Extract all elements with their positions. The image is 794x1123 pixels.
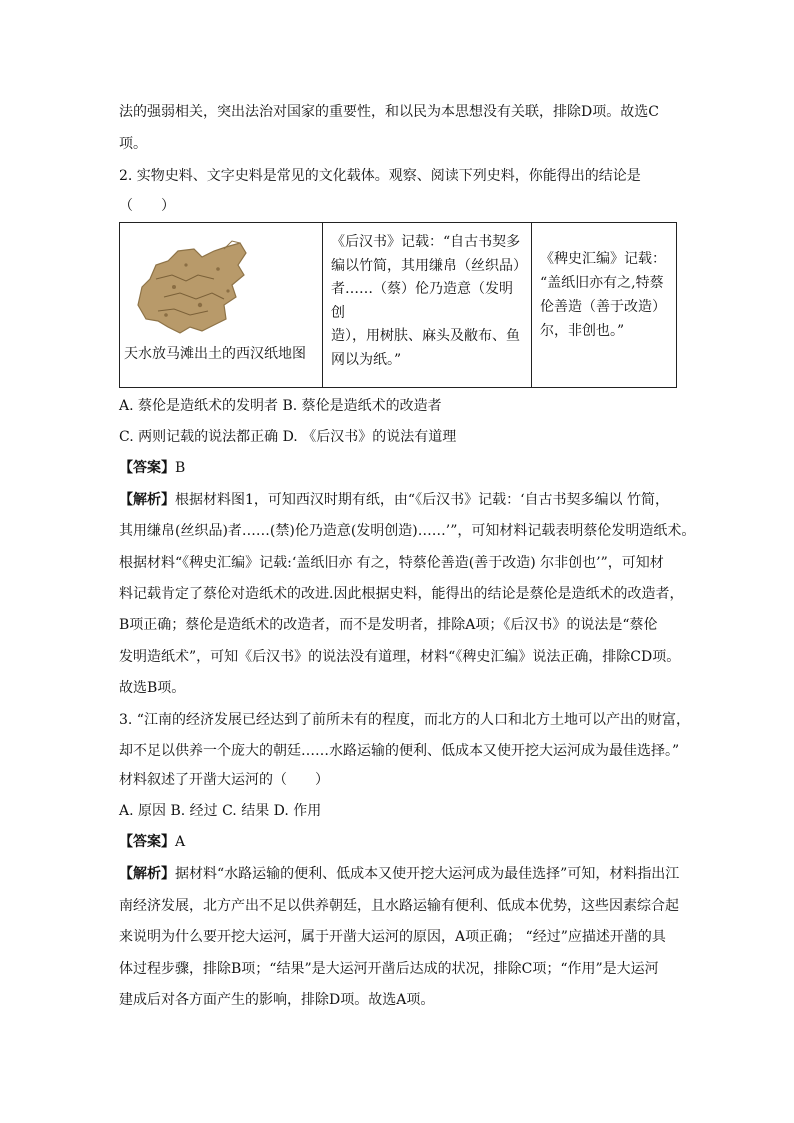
text-line: 来说明为什么要开挖大运河，属于开凿大运河的原因，A项正确； “经过”应描述开凿的具 — [119, 929, 666, 945]
cell-line: 《后汉书》记载：“自古书契多 — [331, 234, 521, 250]
text-line: 根据材料“《稗史汇编》记载:‘盖纸旧亦 有之，特蔡伦善造(善于改造) 尔非创也’”，可知材 — [119, 555, 664, 571]
map-cell — [120, 223, 323, 388]
baishi-cell — [532, 223, 677, 388]
cell-line: 伦善造（善于改造） — [540, 299, 666, 315]
answer-value: B — [175, 460, 186, 476]
question-3-answer — [119, 832, 185, 852]
question-2-answer — [119, 458, 185, 478]
text-line: 建成后对各方面产生的影响，排除D项。故选A项。 — [119, 992, 435, 1008]
question-3-options: A. 原因 B. 经过 C. 结果 D. 作用 — [119, 803, 322, 819]
text-line: B项正确；蔡伦是造纸术的改造者，而不是发明者，排除A项；《后汉书》的说法是“蔡伦 — [119, 617, 658, 633]
explanation-text: 根据材料图1，可知西汉时期有纸，由“《后汉书》记载：‘自古书契多编以 竹简， — [175, 492, 669, 508]
text-line: 体过程步骤，排除B项；“结果”是大运河开凿后达成的状况，排除C项；“作用”是大运河 — [119, 961, 659, 977]
paper-map-image — [128, 235, 256, 339]
text-line: 却不足以供养一个庞大的朝廷……水路运输的便利、低成本又使开挖大运河成为最佳选择。” — [119, 743, 680, 759]
explanation-text: 据材料“水路运输的便利、低成本又使开挖大运河成为最佳选择”可知，材料指出江 — [175, 866, 680, 882]
explanation-tag: 【解析】 — [119, 492, 175, 508]
cell-line: 者……（蔡）伦乃造意（发明创 — [331, 281, 513, 321]
cell-line: 造），用树肤、麻头及敝布、鱼 — [331, 328, 520, 344]
text-line: 发明造纸术”，可知《后汉书》的说法没有道理，材料“《稗史汇编》说法正确，排除CD项。 — [119, 649, 681, 665]
text-line: 料记载肯定了蔡伦对造纸术的改进.因此根据史料，能得出的结论是蔡伦是造纸术的改造者， — [119, 586, 684, 602]
cell-line: 《稗史汇编》记载： — [540, 251, 666, 267]
houhanshu-cell — [323, 223, 532, 388]
cell-line: 编以竹简，其用缣帛（丝织品） — [331, 257, 527, 274]
question-2-paren: （ ） — [119, 198, 175, 214]
question-2-options-1: A. 蔡伦是造纸术的发明者 B. 蔡伦是造纸术的改造者 — [119, 398, 442, 414]
question-3-stem: 3. “江南的经济发展已经达到了前所未有的程度，而北方的人口和北方土地可以产出的财富， — [119, 712, 690, 728]
cell-line: “盖纸旧亦有之,特蔡 — [540, 275, 664, 291]
question-2-options-2: C. 两则记载的说法都正确 D. 《后汉书》的说法有道理 — [119, 429, 457, 445]
cell-line: 网以为纸。” — [331, 351, 402, 368]
text-line: 项。 — [119, 136, 147, 152]
answer-tag: 【答案】 — [119, 460, 175, 476]
question-2-stem: 2. 实物史料、文字史料是常见的文化载体。观察、阅读下列史料，你能得出的结论是 — [119, 168, 641, 184]
text-line: 其用缣帛(丝织品)者……(禁)伦乃造意(发明创造)……’”，可知材料记载表明蔡伦发明造纸术。 — [119, 523, 696, 539]
text-line: 材料叙述了开凿大运河的（ ） — [119, 772, 329, 788]
answer-value: A — [175, 834, 186, 850]
text-line: 故选B项。 — [119, 680, 186, 696]
text-line: 南经济发展，北方产出不足以供养朝廷，且水路运输有便利、低成本优势，这些因素综合起 — [119, 898, 679, 914]
question-3-explanation — [119, 864, 679, 884]
cell-line: 尔，非创也。” — [540, 323, 625, 339]
question-2-explanation — [119, 490, 669, 510]
explanation-tag: 【解析】 — [119, 866, 175, 882]
answer-tag: 【答案】 — [119, 834, 175, 850]
map-caption: 天水放马滩出土的西汉纸地图 — [124, 346, 306, 362]
source-table — [119, 222, 677, 388]
text-line: 法的强弱相关，突出法治对国家的重要性，和以民为本思想没有关联，排除D项。故选C — [119, 104, 659, 120]
